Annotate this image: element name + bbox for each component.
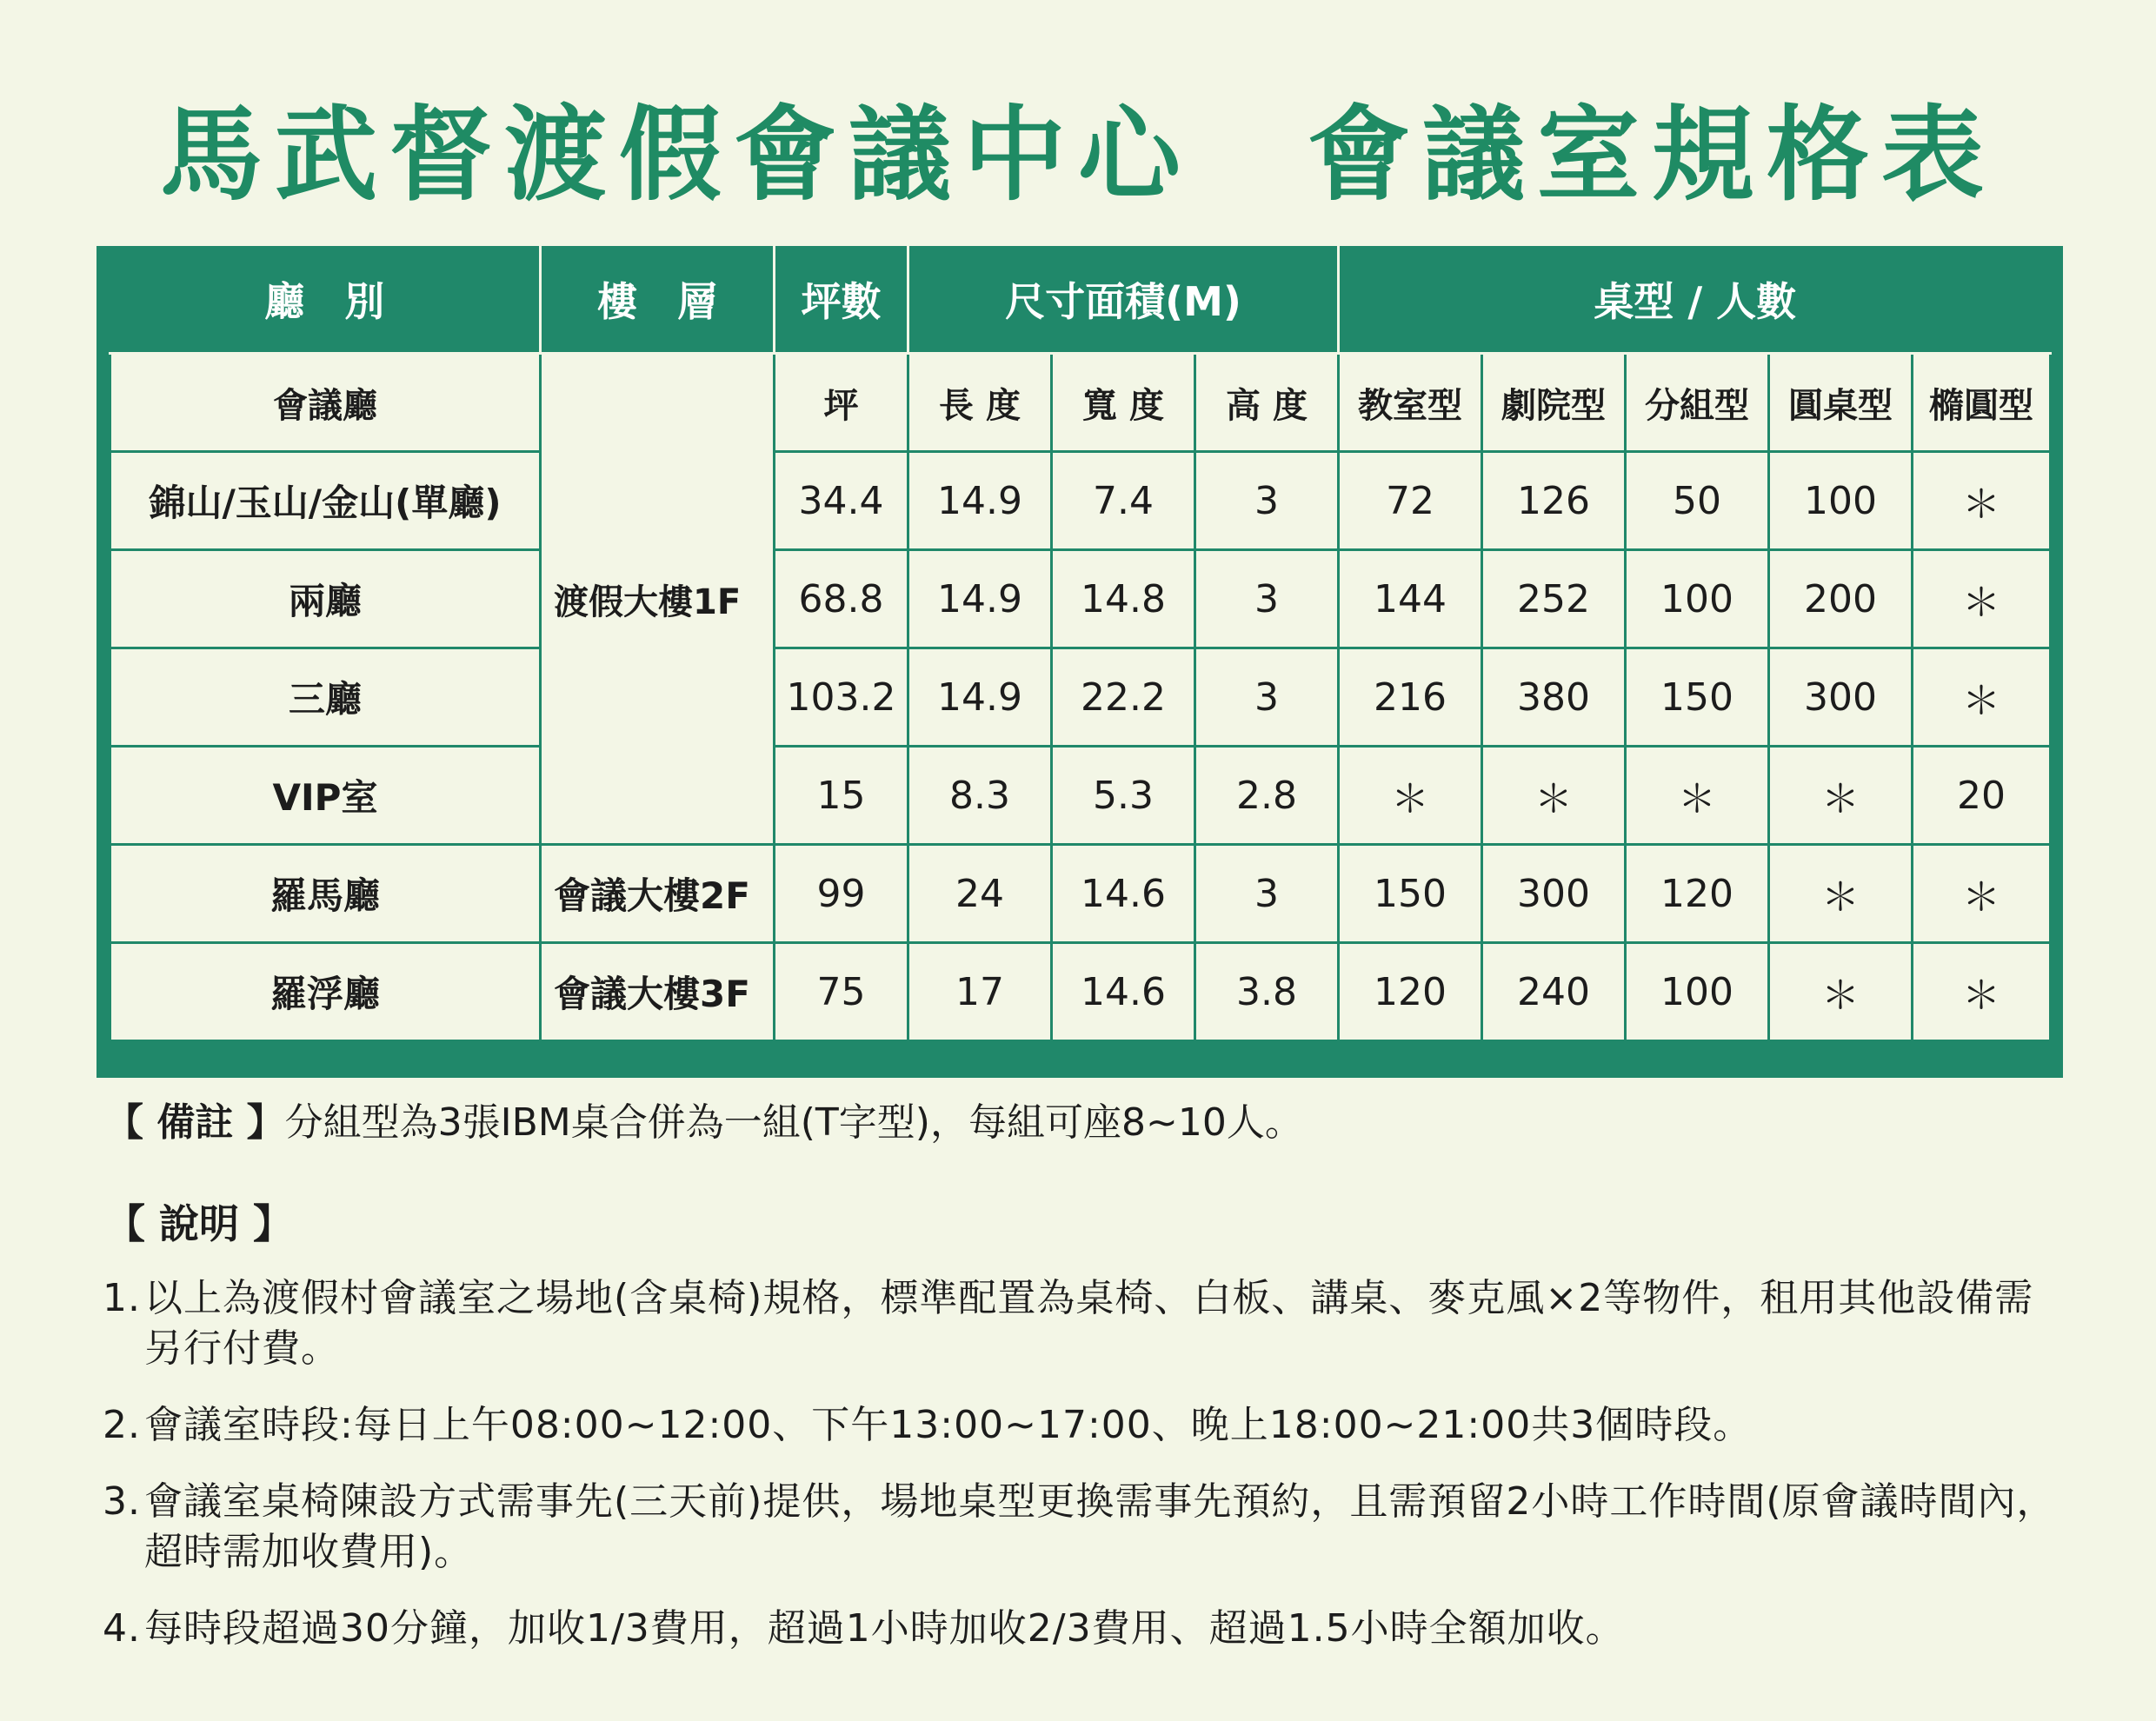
cell-oval: ＊	[1913, 845, 2051, 943]
subheader-ping: 坪	[775, 354, 908, 452]
cell-ping: 99	[775, 845, 908, 943]
cell-length: 24	[908, 845, 1052, 943]
cell-hall: 三廳	[110, 648, 541, 747]
cell-height: 3	[1195, 845, 1339, 943]
cell-classroom: 144	[1339, 550, 1482, 648]
list-item-number: 4.	[103, 1606, 141, 1651]
table-header-row	[110, 246, 2051, 354]
cell-classroom: ＊	[1339, 747, 1482, 845]
table-row	[110, 845, 2051, 943]
table-row	[110, 648, 2051, 747]
cell-hall: 兩廳	[110, 550, 541, 648]
cell-width: 7.4	[1052, 452, 1195, 550]
subheader-theater: 劇院型	[1482, 354, 1626, 452]
cell-ping: 75	[775, 943, 908, 1041]
cell-width: 14.6	[1052, 845, 1195, 943]
header-hall: 廳 別	[110, 246, 541, 354]
list-item-text: 會議室時段:每日上午08:00~12:00、下午13:00~17:00、晚上18:00~21:00共3個時段。	[144, 1403, 1753, 1447]
list-item	[103, 1604, 2059, 1654]
cell-round: ＊	[1769, 845, 1913, 943]
cell-theater: 252	[1482, 550, 1626, 648]
list-item-number: 3.	[103, 1479, 141, 1524]
header-layout: 桌型 / 人數	[1339, 246, 2051, 354]
list-item	[103, 1400, 2059, 1451]
cell-floor: 會議大樓3F	[541, 943, 775, 1041]
cell-ping: 103.2	[775, 648, 908, 747]
header-ping: 坪數	[775, 246, 908, 354]
cell-theater: 126	[1482, 452, 1626, 550]
cell-oval: ＊	[1913, 550, 2051, 648]
cell-oval: 20	[1913, 747, 2051, 845]
cell-height: 3	[1195, 648, 1339, 747]
cell-group: ＊	[1626, 747, 1769, 845]
cell-hall: 羅馬廳	[110, 845, 541, 943]
cell-length: 14.9	[908, 452, 1052, 550]
cell-round: 300	[1769, 648, 1913, 747]
list-item-text: 每時段超過30分鐘，加收1/3費用，超過1小時加收2/3費用、超過1.5小時全額加收。	[144, 1606, 1625, 1651]
spec-table-frame	[96, 246, 2063, 1078]
cell-length: 14.9	[908, 550, 1052, 648]
list-item	[103, 1477, 2059, 1578]
list-item	[103, 1273, 2059, 1374]
cell-height: 3.8	[1195, 943, 1339, 1041]
cell-hall: 錦山/玉山/金山(單廳)	[110, 452, 541, 550]
cell-height: 3	[1195, 452, 1339, 550]
subheader-width: 寬 度	[1052, 354, 1195, 452]
cell-length: 8.3	[908, 747, 1052, 845]
subheader-round: 圓桌型	[1769, 354, 1913, 452]
subheader-hall: 會議廳	[110, 354, 541, 452]
cell-group: 50	[1626, 452, 1769, 550]
cell-width: 14.8	[1052, 550, 1195, 648]
cell-floor: 會議大樓2F	[541, 845, 775, 943]
remark-label: 【 備註 】	[105, 1100, 285, 1145]
subheader-classroom: 教室型	[1339, 354, 1482, 452]
table-row	[110, 943, 2051, 1041]
cell-hall: VIP室	[110, 747, 541, 845]
header-floor: 樓 層	[541, 246, 775, 354]
page-title: 馬武督渡假會議中心 會議室規格表	[159, 95, 1996, 215]
cell-round: 100	[1769, 452, 1913, 550]
meeting-room-spec-table	[109, 246, 2052, 1042]
list-item-text: 以上為渡假村會議室之場地(含桌椅)規格，標準配置為桌椅、白板、講桌、麥克風×2等物件，租用其他設備需另行付費。	[144, 1276, 2034, 1371]
floor-resort-1f: 渡假大樓1F	[541, 354, 775, 845]
table-row	[110, 747, 2051, 845]
explanation-list	[103, 1273, 2059, 1680]
cell-group: 100	[1626, 550, 1769, 648]
explanation-heading: 【 說明 】	[105, 1200, 294, 1247]
cell-ping: 34.4	[775, 452, 908, 550]
table-subheader-row	[110, 354, 2051, 452]
cell-oval: ＊	[1913, 648, 2051, 747]
cell-round: ＊	[1769, 943, 1913, 1041]
cell-width: 5.3	[1052, 747, 1195, 845]
cell-theater: ＊	[1482, 747, 1626, 845]
cell-theater: 380	[1482, 648, 1626, 747]
cell-classroom: 72	[1339, 452, 1482, 550]
list-item-text: 會議室桌椅陳設方式需事先(三天前)提供，場地桌型更換需事先預約，且需預留2小時工作時間(原會議時間內，超時需加收費用)。	[144, 1479, 2056, 1574]
subheader-length: 長 度	[908, 354, 1052, 452]
cell-hall: 羅浮廳	[110, 943, 541, 1041]
cell-theater: 300	[1482, 845, 1626, 943]
cell-width: 22.2	[1052, 648, 1195, 747]
remark-text: 分組型為3張IBM桌合併為一組(T字型)，每組可座8~10人。	[284, 1100, 1303, 1145]
cell-width: 14.6	[1052, 943, 1195, 1041]
cell-group: 150	[1626, 648, 1769, 747]
cell-height: 3	[1195, 550, 1339, 648]
subheader-oval: 橢圓型	[1913, 354, 2051, 452]
header-size: 尺寸面積(M)	[908, 246, 1339, 354]
cell-group: 120	[1626, 845, 1769, 943]
cell-oval: ＊	[1913, 943, 2051, 1041]
cell-length: 17	[908, 943, 1052, 1041]
cell-classroom: 120	[1339, 943, 1482, 1041]
remark	[105, 1097, 1303, 1149]
cell-classroom: 150	[1339, 845, 1482, 943]
cell-theater: 240	[1482, 943, 1626, 1041]
table-row	[110, 452, 2051, 550]
table-row	[110, 550, 2051, 648]
cell-group: 100	[1626, 943, 1769, 1041]
cell-height: 2.8	[1195, 747, 1339, 845]
cell-oval: ＊	[1913, 452, 2051, 550]
list-item-number: 2.	[103, 1403, 141, 1447]
subheader-group: 分組型	[1626, 354, 1769, 452]
cell-round: 200	[1769, 550, 1913, 648]
list-item-number: 1.	[103, 1276, 141, 1320]
cell-ping: 68.8	[775, 550, 908, 648]
subheader-height: 高 度	[1195, 354, 1339, 452]
cell-ping: 15	[775, 747, 908, 845]
cell-classroom: 216	[1339, 648, 1482, 747]
cell-round: ＊	[1769, 747, 1913, 845]
cell-length: 14.9	[908, 648, 1052, 747]
